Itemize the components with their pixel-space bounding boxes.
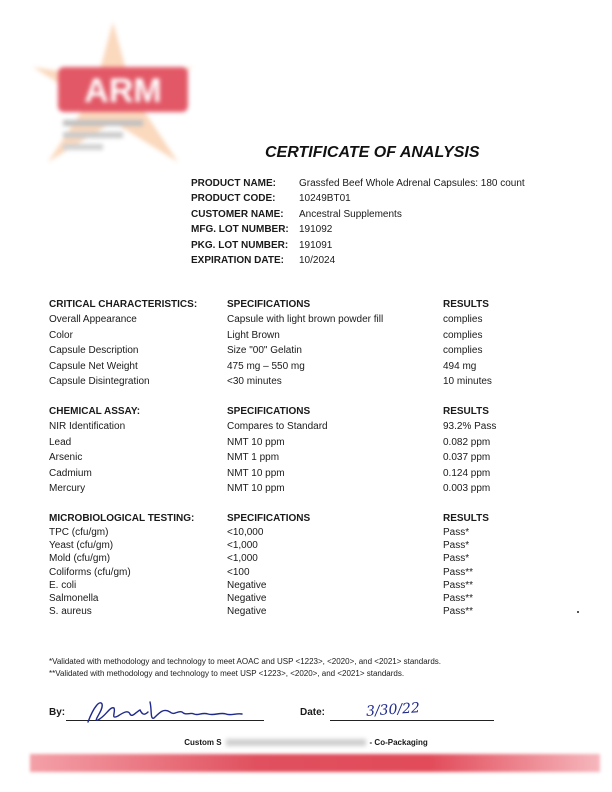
table-row (49, 359, 569, 374)
table-row (49, 435, 569, 450)
test-spec: Negative (227, 579, 267, 591)
test-result: Pass** (443, 592, 474, 604)
result-header: RESULTS (443, 406, 489, 417)
info-row (191, 176, 525, 191)
test-name: Arsenic (49, 452, 83, 464)
info-value: 191091 (299, 239, 333, 251)
info-value: Grassfed Beef Whole Adrenal Capsules: 180 count (299, 178, 525, 189)
result-header: RESULTS (443, 299, 489, 310)
test-name: Coliforms (cfu/gm) (49, 566, 131, 578)
test-name: Overall Appearance (49, 314, 137, 326)
info-key: CUSTOMER NAME: (191, 208, 284, 220)
info-key: PRODUCT CODE: (191, 193, 276, 205)
footer-right: - Co-Packaging (369, 738, 428, 747)
test-result: Pass** (443, 606, 474, 618)
document-title: CERTIFICATE OF ANALYSIS (265, 144, 480, 161)
test-name: Color (49, 329, 73, 341)
table-row (49, 419, 569, 434)
signature-image (80, 696, 260, 728)
test-spec: <1,000 (227, 540, 258, 552)
info-key: PRODUCT NAME: (191, 178, 276, 189)
redacted-text (226, 739, 366, 746)
test-name: NIR Identification (49, 421, 126, 433)
test-name: Mercury (49, 482, 86, 494)
test-result: complies (443, 345, 483, 357)
test-spec: 475 mg – 550 mg (227, 360, 305, 372)
info-row (191, 207, 525, 222)
test-name: Capsule Description (49, 345, 139, 357)
test-name: Salmonella (49, 592, 99, 604)
footnote: **Validated with methodology and technology to meet USP <1223>, <2020>, and <2021> standards. (49, 669, 405, 678)
test-spec: <10,000 (227, 527, 264, 538)
test-result: 0.003 ppm (443, 482, 491, 494)
test-result: complies (443, 314, 483, 326)
test-name: Lead (49, 436, 72, 448)
spec-header: SPECIFICATIONS (227, 299, 311, 310)
info-row (191, 191, 525, 206)
test-name: E. coli (49, 579, 77, 591)
section-header (49, 511, 569, 526)
stray-mark (577, 611, 579, 613)
test-spec: Negative (227, 592, 267, 604)
info-value: Ancestral Supplements (299, 208, 402, 220)
test-result: 93.2% Pass (443, 421, 497, 433)
test-result: 0.037 ppm (443, 452, 491, 464)
test-spec: NMT 10 ppm (227, 482, 285, 494)
table-row (49, 312, 569, 327)
table-row (49, 526, 569, 539)
date-label: Date: (300, 707, 326, 718)
footer-color-bar (30, 754, 600, 772)
test-spec: Size "00" Gelatin (227, 345, 302, 357)
test-name: TPC (cfu/gm) (49, 527, 109, 538)
critical-section (49, 297, 569, 389)
footnote: *Validated with methodology and technology to meet AOAC and USP <1223>, <2020>, and <2021> standards. (49, 657, 441, 666)
test-name: Yeast (cfu/gm) (49, 540, 114, 552)
test-spec: Capsule with light brown powder fill (227, 314, 384, 326)
table-row (49, 539, 569, 552)
test-result: 10 minutes (443, 375, 492, 387)
test-result: Pass** (443, 579, 474, 591)
info-row (191, 238, 525, 253)
info-key: EXPIRATION DATE: (191, 254, 284, 266)
table-row (49, 592, 569, 605)
micro-section (49, 511, 569, 618)
test-result: Pass* (443, 553, 470, 565)
result-header: RESULTS (443, 513, 489, 524)
info-key: PKG. LOT NUMBER: (191, 239, 289, 251)
table-row (49, 579, 569, 592)
spec-header: SPECIFICATIONS (227, 406, 311, 417)
test-result: complies (443, 329, 483, 341)
test-spec: Light Brown (227, 329, 280, 341)
info-value: 10249BT01 (299, 193, 351, 205)
table-row (49, 552, 569, 565)
test-name: Capsule Net Weight (49, 360, 138, 372)
product-info (191, 176, 525, 268)
info-key: MFG. LOT NUMBER: (191, 224, 289, 236)
test-spec: Compares to Standard (227, 421, 328, 433)
table-row (49, 374, 569, 389)
table-row (49, 605, 569, 618)
footnotes (49, 656, 441, 680)
test-name: S. aureus (49, 606, 92, 618)
test-result: Pass* (443, 527, 470, 538)
section-title: MICROBIOLOGICAL TESTING: (49, 513, 195, 524)
info-value: 191092 (299, 224, 333, 236)
table-row (49, 466, 569, 481)
info-row (191, 222, 525, 237)
section-header (49, 297, 569, 312)
by-label: By: (49, 707, 66, 718)
test-spec: Negative (227, 606, 267, 618)
table-row (49, 566, 569, 579)
table-row (49, 328, 569, 343)
table-row (49, 450, 569, 465)
footer-left: Custom S (184, 738, 222, 747)
test-result: 0.082 ppm (443, 436, 491, 448)
test-spec: NMT 10 ppm (227, 436, 285, 448)
test-spec: NMT 10 ppm (227, 467, 285, 479)
chemical-section (49, 404, 569, 496)
spec-header: SPECIFICATIONS (227, 513, 311, 524)
footer-company (0, 738, 612, 747)
test-result: Pass** (443, 566, 474, 578)
section-title: CHEMICAL ASSAY: (49, 406, 141, 417)
test-result: 0.124 ppm (443, 467, 491, 479)
test-spec: NMT 1 ppm (227, 452, 280, 464)
test-name: Mold (cfu/gm) (49, 553, 111, 565)
test-spec: <1,000 (227, 553, 258, 565)
section-title: CRITICAL CHARACTERISTICS: (49, 299, 198, 310)
test-name: Cadmium (49, 467, 92, 479)
test-name: Capsule Disintegration (49, 375, 150, 387)
info-value: 10/2024 (299, 254, 336, 266)
date-line (330, 720, 494, 721)
test-spec: <100 (227, 566, 250, 578)
date-value: 3/30/22 (365, 700, 421, 720)
test-result: Pass* (443, 540, 470, 552)
test-result: 494 mg (443, 360, 477, 372)
table-row (49, 343, 569, 358)
section-header (49, 404, 569, 419)
info-row (191, 253, 525, 268)
table-row (49, 481, 569, 496)
logo-text: ARM (84, 72, 162, 110)
test-spec: <30 minutes (227, 375, 282, 387)
